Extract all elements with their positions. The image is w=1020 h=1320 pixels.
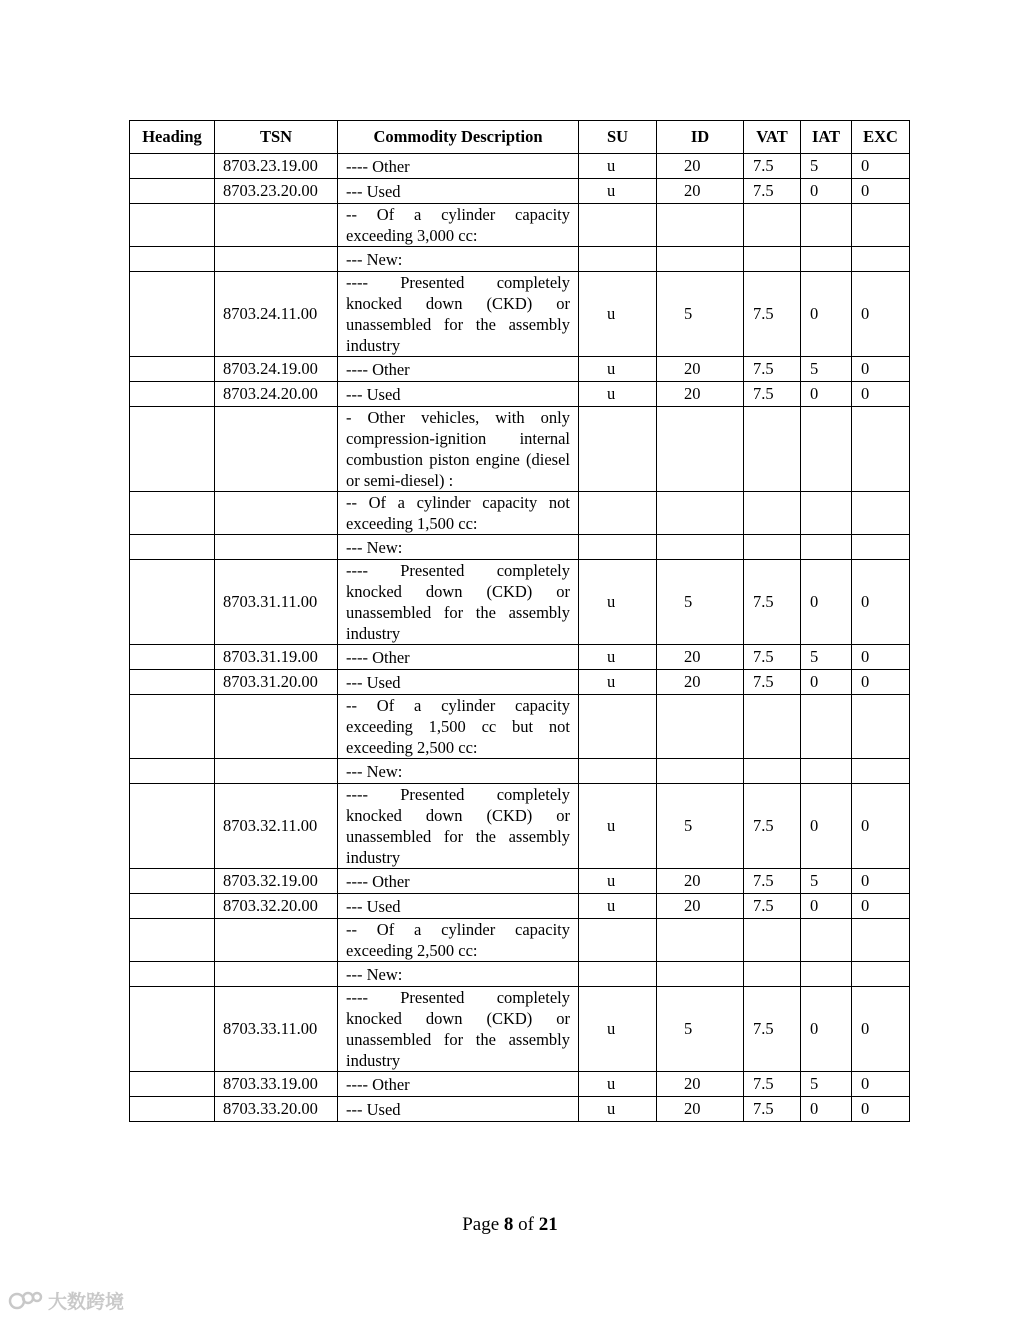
cell-vat: 7.5 (744, 357, 801, 382)
cell-description: -- Of a cylinder capacity exceeding 3,000 cc: (338, 204, 579, 247)
cell-description: --- New: (338, 962, 579, 987)
header-su: SU (579, 121, 657, 154)
cell-heading (130, 560, 215, 645)
cell-description: - Other vehicles, with only compression-ignition internal combustion piston engine (diesel or semi-diesel) : (338, 407, 579, 492)
cell-iat (801, 919, 852, 962)
header-commodity-description: Commodity Description (338, 121, 579, 154)
table-row (130, 492, 910, 535)
cell-description: --- New: (338, 759, 579, 784)
cell-description: ---- Other (338, 1072, 579, 1097)
cell-tsn (215, 492, 338, 535)
cell-id (657, 492, 744, 535)
cell-tsn (215, 407, 338, 492)
cell-iat (801, 407, 852, 492)
cell-exc: 0 (852, 272, 910, 357)
cell-iat: 0 (801, 382, 852, 407)
cell-id: 20 (657, 670, 744, 695)
cell-iat (801, 695, 852, 759)
page-current: 8 (503, 1214, 514, 1235)
cell-exc: 0 (852, 1072, 910, 1097)
cell-vat: 7.5 (744, 1097, 801, 1122)
cell-exc: 0 (852, 645, 910, 670)
cell-exc (852, 759, 910, 784)
cell-tsn (215, 919, 338, 962)
cell-exc: 0 (852, 154, 910, 179)
table-row (130, 645, 910, 670)
cell-su: u (579, 357, 657, 382)
cell-su: u (579, 1072, 657, 1097)
cell-vat (744, 759, 801, 784)
header-iat: IAT (801, 121, 852, 154)
table-row (130, 407, 910, 492)
cell-description: --- New: (338, 247, 579, 272)
cell-su: u (579, 987, 657, 1072)
cell-exc: 0 (852, 357, 910, 382)
cell-vat: 7.5 (744, 154, 801, 179)
table-row (130, 1072, 910, 1097)
cell-vat: 7.5 (744, 1072, 801, 1097)
table-row (130, 382, 910, 407)
cell-tsn: 8703.32.11.00 (215, 784, 338, 869)
cell-id (657, 407, 744, 492)
cell-description: -- Of a cylinder capacity exceeding 1,500 cc but not exceeding 2,500 cc: (338, 695, 579, 759)
cell-tsn: 8703.32.19.00 (215, 869, 338, 894)
cell-su: u (579, 382, 657, 407)
cell-vat (744, 492, 801, 535)
cell-iat: 5 (801, 869, 852, 894)
cell-tsn (215, 247, 338, 272)
cell-heading (130, 1097, 215, 1122)
cell-id: 20 (657, 179, 744, 204)
cell-iat: 5 (801, 645, 852, 670)
table-row (130, 670, 910, 695)
watermark-text: 大数跨境 (48, 1291, 125, 1313)
cell-heading (130, 962, 215, 987)
cell-tsn: 8703.33.11.00 (215, 987, 338, 1072)
cell-heading (130, 357, 215, 382)
cell-iat: 0 (801, 272, 852, 357)
cell-id: 20 (657, 645, 744, 670)
cell-su: u (579, 670, 657, 695)
cell-heading (130, 154, 215, 179)
table-row (130, 560, 910, 645)
cell-vat (744, 695, 801, 759)
cell-vat: 7.5 (744, 272, 801, 357)
cell-vat: 7.5 (744, 869, 801, 894)
table-row (130, 987, 910, 1072)
cell-description: ---- Other (338, 645, 579, 670)
cell-exc: 0 (852, 784, 910, 869)
cell-tsn: 8703.31.11.00 (215, 560, 338, 645)
cell-tsn: 8703.23.19.00 (215, 154, 338, 179)
cell-description: --- New: (338, 535, 579, 560)
cell-heading (130, 869, 215, 894)
header-exc: EXC (852, 121, 910, 154)
cell-tsn: 8703.23.20.00 (215, 179, 338, 204)
cell-exc (852, 247, 910, 272)
cell-su (579, 695, 657, 759)
cell-iat: 0 (801, 670, 852, 695)
cell-vat: 7.5 (744, 670, 801, 695)
cell-id: 5 (657, 784, 744, 869)
cell-su (579, 919, 657, 962)
table-row (130, 784, 910, 869)
cell-description: ---- Other (338, 869, 579, 894)
cell-id: 5 (657, 560, 744, 645)
cell-su (579, 407, 657, 492)
cell-su (579, 247, 657, 272)
header-tsn: TSN (215, 121, 338, 154)
cell-description: --- Used (338, 894, 579, 919)
cell-heading (130, 382, 215, 407)
cell-id: 5 (657, 272, 744, 357)
cell-exc: 0 (852, 894, 910, 919)
cell-tsn (215, 962, 338, 987)
cell-description: ---- Presented completely knocked down (CKD) or unassembled for the assembly industry (338, 784, 579, 869)
cell-heading (130, 894, 215, 919)
cell-tsn (215, 695, 338, 759)
cell-heading (130, 179, 215, 204)
cell-vat: 7.5 (744, 894, 801, 919)
cell-id: 20 (657, 894, 744, 919)
cell-su (579, 962, 657, 987)
cell-iat: 5 (801, 154, 852, 179)
cell-id (657, 695, 744, 759)
cell-tsn: 8703.33.20.00 (215, 1097, 338, 1122)
cell-vat: 7.5 (744, 987, 801, 1072)
cell-tsn: 8703.31.19.00 (215, 645, 338, 670)
table-row (130, 869, 910, 894)
cell-heading (130, 272, 215, 357)
cell-iat: 0 (801, 179, 852, 204)
cell-id: 20 (657, 154, 744, 179)
cell-vat: 7.5 (744, 179, 801, 204)
cell-tsn: 8703.31.20.00 (215, 670, 338, 695)
cell-vat (744, 247, 801, 272)
cell-su: u (579, 179, 657, 204)
cell-tsn: 8703.24.11.00 (215, 272, 338, 357)
cell-iat: 0 (801, 560, 852, 645)
table-row (130, 154, 910, 179)
cell-description: ---- Presented completely knocked down (CKD) or unassembled for the assembly industry (338, 560, 579, 645)
cell-id (657, 919, 744, 962)
cell-su: u (579, 784, 657, 869)
page-of: of (518, 1214, 534, 1235)
page-prefix: Page (462, 1214, 500, 1235)
cell-description: --- Used (338, 670, 579, 695)
table-row (130, 247, 910, 272)
cell-heading (130, 759, 215, 784)
cell-su: u (579, 869, 657, 894)
table-body (130, 154, 910, 1122)
cell-description: ---- Other (338, 357, 579, 382)
header-heading: Heading (130, 121, 215, 154)
table-row (130, 919, 910, 962)
cell-id (657, 247, 744, 272)
cell-exc (852, 535, 910, 560)
cell-exc: 0 (852, 382, 910, 407)
cell-exc: 0 (852, 670, 910, 695)
table-header-row (130, 121, 910, 154)
cell-iat (801, 492, 852, 535)
cell-su (579, 759, 657, 784)
cell-id: 20 (657, 357, 744, 382)
cell-heading (130, 987, 215, 1072)
cell-exc (852, 492, 910, 535)
cell-heading (130, 204, 215, 247)
table-row (130, 357, 910, 382)
cell-iat (801, 535, 852, 560)
cell-su: u (579, 645, 657, 670)
cell-vat (744, 204, 801, 247)
cell-exc: 0 (852, 179, 910, 204)
cell-iat: 0 (801, 1097, 852, 1122)
cell-description: ---- Other (338, 154, 579, 179)
cell-tsn (215, 204, 338, 247)
cell-vat (744, 919, 801, 962)
cell-id (657, 759, 744, 784)
cell-vat (744, 962, 801, 987)
table-row (130, 179, 910, 204)
header-vat: VAT (744, 121, 801, 154)
cell-heading (130, 492, 215, 535)
cell-exc (852, 407, 910, 492)
cell-description: --- Used (338, 382, 579, 407)
cell-iat: 0 (801, 784, 852, 869)
cell-vat: 7.5 (744, 382, 801, 407)
cell-heading (130, 645, 215, 670)
cell-exc (852, 962, 910, 987)
tariff-table (129, 120, 910, 1122)
table-row (130, 535, 910, 560)
cell-description: --- Used (338, 1097, 579, 1122)
cell-tsn: 8703.24.19.00 (215, 357, 338, 382)
cell-tsn: 8703.24.20.00 (215, 382, 338, 407)
watermark-logo-icon (8, 1289, 44, 1313)
cell-vat: 7.5 (744, 645, 801, 670)
cell-heading (130, 407, 215, 492)
cell-description: -- Of a cylinder capacity not exceeding 1,500 cc: (338, 492, 579, 535)
page-total: 21 (538, 1214, 558, 1235)
cell-tsn (215, 759, 338, 784)
cell-su: u (579, 272, 657, 357)
cell-vat: 7.5 (744, 784, 801, 869)
cell-su: u (579, 1097, 657, 1122)
cell-heading (130, 535, 215, 560)
cell-heading (130, 1072, 215, 1097)
header-id: ID (657, 121, 744, 154)
cell-description: ---- Presented completely knocked down (CKD) or unassembled for the assembly industry (338, 987, 579, 1072)
cell-tsn: 8703.33.19.00 (215, 1072, 338, 1097)
cell-heading (130, 670, 215, 695)
cell-description: --- Used (338, 179, 579, 204)
cell-iat (801, 247, 852, 272)
cell-su: u (579, 894, 657, 919)
cell-id (657, 535, 744, 560)
cell-iat (801, 962, 852, 987)
table-row (130, 204, 910, 247)
cell-exc: 0 (852, 869, 910, 894)
cell-vat: 7.5 (744, 560, 801, 645)
cell-exc (852, 919, 910, 962)
table-row (130, 894, 910, 919)
cell-exc (852, 204, 910, 247)
cell-heading (130, 695, 215, 759)
cell-id: 20 (657, 1097, 744, 1122)
cell-exc (852, 695, 910, 759)
cell-id: 20 (657, 382, 744, 407)
cell-su: u (579, 560, 657, 645)
cell-id: 20 (657, 1072, 744, 1097)
cell-description: ---- Presented completely knocked down (CKD) or unassembled for the assembly industry (338, 272, 579, 357)
cell-iat: 0 (801, 987, 852, 1072)
watermark (8, 1287, 124, 1314)
table-row (130, 1097, 910, 1122)
cell-su (579, 204, 657, 247)
cell-id (657, 962, 744, 987)
cell-iat: 5 (801, 357, 852, 382)
cell-heading (130, 247, 215, 272)
cell-heading (130, 919, 215, 962)
cell-vat (744, 535, 801, 560)
cell-tsn: 8703.32.20.00 (215, 894, 338, 919)
cell-description: -- Of a cylinder capacity exceeding 2,500 cc: (338, 919, 579, 962)
table-row (130, 272, 910, 357)
cell-exc: 0 (852, 987, 910, 1072)
cell-iat (801, 759, 852, 784)
cell-vat (744, 407, 801, 492)
cell-id (657, 204, 744, 247)
table-row (130, 695, 910, 759)
cell-exc: 0 (852, 1097, 910, 1122)
table-row (130, 759, 910, 784)
cell-iat: 5 (801, 1072, 852, 1097)
page-footer (0, 1214, 1020, 1236)
cell-iat (801, 204, 852, 247)
cell-su: u (579, 154, 657, 179)
cell-su (579, 492, 657, 535)
cell-heading (130, 784, 215, 869)
cell-exc: 0 (852, 560, 910, 645)
cell-id: 20 (657, 869, 744, 894)
cell-id: 5 (657, 987, 744, 1072)
cell-su (579, 535, 657, 560)
cell-tsn (215, 535, 338, 560)
cell-iat: 0 (801, 894, 852, 919)
table-row (130, 962, 910, 987)
